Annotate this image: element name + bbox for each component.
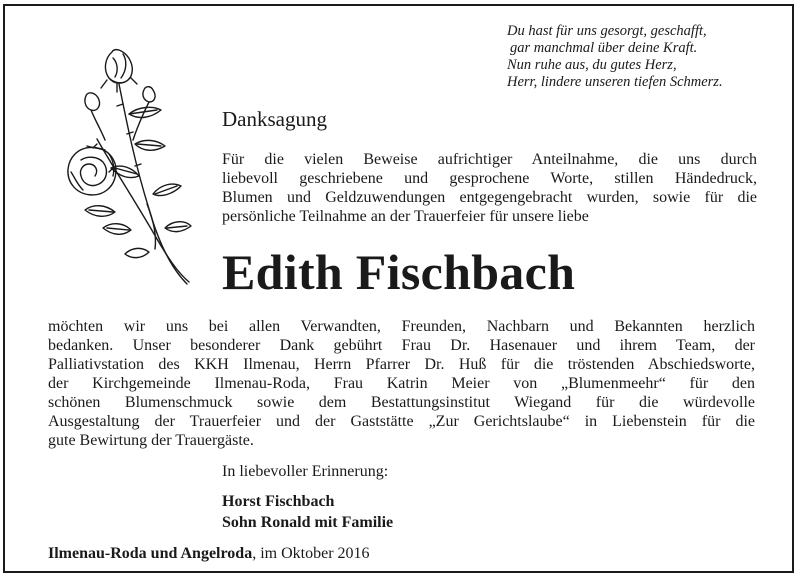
text-line: der Kirchgemeinde Ilmenau-Roda, Frau Katrin Meier von „Blumenmeehr“ für den [48,375,755,392]
thanks-paragraph [48,317,755,450]
rose-illustration-icon [57,44,207,294]
poem-line: gar manchmal über deine Kraft. [510,40,698,56]
place-date-line [48,545,370,563]
place: Ilmenau-Roda und Angelroda [48,545,253,562]
poem [507,23,777,91]
text-line: gute Bewirtung der Trauergäste. [48,432,254,449]
text-line: bedanken. Unser besonderer Dank gebührt Frau Dr. Hasenauer und ihrem Team, der [48,337,755,354]
deceased-name: Edith Fischbach [222,244,576,300]
date: , im Oktober 2016 [252,545,370,562]
signer-name: Sohn Ronald mit Familie [222,514,394,531]
poem-line: Herr, lindere unseren tiefen Schmerz. [507,74,723,90]
text-line: schönen Blumenschmuck sowie dem Bestattungsinstitut Wiegand für die würdevolle [48,394,755,411]
text-line: Palliativstation des KKH Ilmenau, Herrn Pfarrer Dr. Huß für die tröstenden Abschiedsworte, [48,356,755,373]
text-line: Für die vielen Beweise aufrichtiger Anteilnahme, die uns durch [222,151,757,168]
text-line: Ausgestaltung der Trauerfeier und der Gaststätte „Zur Gerichtslaube“ in Liebenstein für die [48,413,755,430]
text-line: möchten wir uns bei allen Verwandten, Freunden, Nachbarn und Bekannten herzlich [48,318,755,335]
poem-line: Du hast für uns gesorgt, geschafft, [507,23,707,39]
text-line: Blumen und Geldzuwendungen entgegengebracht wurden, sowie für die [222,189,757,206]
signer-name: Horst Fischbach [222,493,335,510]
signers [222,491,393,533]
closing-phrase: In liebevoller Erinnerung: [222,463,389,480]
obituary-notice [3,4,794,573]
heading: Danksagung [222,107,327,131]
text-line: persönliche Teilnahme an der Trauerfeier für unsere liebe [222,208,589,225]
text-line: liebevoll geschriebene und gesprochene Worte, stillen Händedruck, [222,170,757,187]
poem-line: Nun ruhe aus, du gutes Herz, [507,57,677,73]
intro-paragraph [222,150,757,226]
